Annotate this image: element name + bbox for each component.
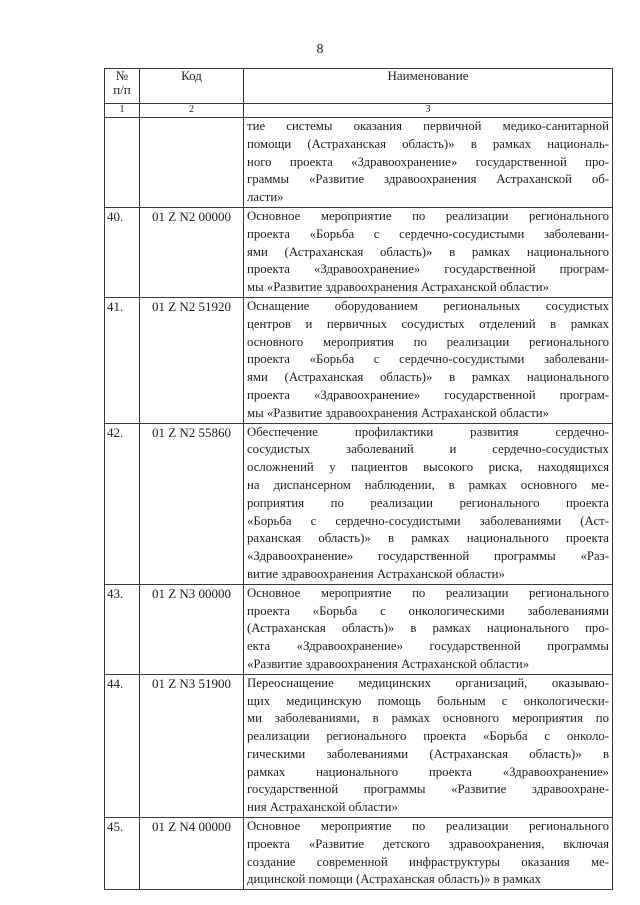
row-name-line: на диспансерном наблюдении, в рамках основного ме- [247,477,609,492]
row-name-line: екта «Здравоохранение» государственной программы [247,639,609,654]
row-name-line: граммы «Развитие здравоохранения Астраханской об- [247,172,609,187]
row-name-line: Переоснащение медицинских организаций, оказываю- [247,675,609,690]
row-name-line: проекта «Развитие детского здравоохранения, включая [247,836,609,851]
row-name-line: проекта «Здравоохранение» государственной програм- [247,387,609,402]
row-number: 41. [105,297,140,423]
row-code: 01 Z N4 00000 [140,818,244,890]
page-number: 8 [316,42,324,57]
row-name-line: раханская область)» в рамках национального проекта [247,531,609,546]
row-code: 01 Z N3 51900 [140,674,244,817]
row-name-line: Обеспечение профилактики развития сердечно- [247,424,609,439]
table-body [105,118,613,890]
row-name-line: проекта «Борьба с онкологическими заболеваниями [247,603,609,618]
row-number: 43. [105,584,140,674]
row-name-line: тие системы оказания первичной медико-санитарной [247,119,609,133]
row-name [244,818,613,890]
row-number: 45. [105,818,140,890]
column-index-2: 2 [140,104,244,118]
row-code: 01 Z N2 00000 [140,207,244,297]
row-name-line: ласти» [247,190,284,205]
row-name-line: мы «Развитие здравоохранения Астраханской области» [247,405,550,420]
row-name-line: ми заболеваниями, в рамках основного мероприятия по [247,711,609,726]
table-row [105,818,613,890]
row-name-line: витие здравоохранения Астраханской области» [247,566,505,581]
row-name-line: «Борьба с сердечно-сосудистыми заболеваниями (Аст- [247,513,609,528]
row-name-line: центров и первичных сосудистых отделений в рамках [247,316,609,331]
row-name [244,297,613,423]
row-name-line: щих медицинскую помощь больным с онкологически- [247,693,609,708]
row-name [244,584,613,674]
classification-table [104,68,613,890]
row-name-line: проекта «Борьба с сердечно-сосудистыми заболевани- [247,226,609,241]
row-name-line: создание современной инфраструктуры оказания ме- [247,854,609,869]
column-index-1: 1 [105,104,140,118]
row-name [244,423,613,584]
row-name-line: «Здравоохранение» государственной программы «Раз- [247,549,609,564]
row-name-line: Основное мероприятие по реализации регионального [247,208,609,223]
table-row [105,674,613,817]
table-row [105,297,613,423]
header-num [105,69,140,104]
row-name-line: Основное мероприятие по реализации регионального [247,585,609,600]
row-name-line: ями (Астраханская область)» в рамках национального [247,244,609,259]
row-name-line: рамках национального проекта «Здравоохранение» [247,764,609,779]
column-index-row [105,104,613,118]
row-name [244,118,613,208]
row-name-line: гическими заболеваниями (Астраханская область)» в [247,746,609,761]
table-header-row [105,69,613,104]
header-code: Код [140,69,244,104]
row-name-line: сосудистых заболеваний и сердечно-сосудистых [247,442,609,457]
row-name-line: (Астраханская область)» в рамках национального про- [247,621,609,636]
row-name-line: проекта «Борьба с сердечно-сосудистыми заболевани- [247,352,609,367]
row-name-line: дицинской помощи (Астраханская область)» в рамках [247,872,542,887]
row-name-line: основного мероприятия по реализации регионального [247,334,609,349]
row-name-line: ями (Астраханская область)» в рамках национального [247,370,609,385]
row-code: 01 Z N2 51920 [140,297,244,423]
row-code [140,118,244,208]
column-index-3: 3 [244,104,613,118]
row-name-line: ного проекта «Здравоохранение» государственной про- [247,154,609,169]
row-name [244,674,613,817]
row-name-line: мы «Развитие здравоохранения Астраханской области» [247,280,550,295]
row-name-line: «Развитие здравоохранения Астраханской области» [247,656,530,671]
row-number [105,118,140,208]
row-name-line: помощи (Астраханская область)» в рамках националь- [247,136,609,151]
row-code: 01 Z N3 00000 [140,584,244,674]
table-row [105,207,613,297]
row-code: 01 Z N2 55860 [140,423,244,584]
table-row [105,423,613,584]
row-number: 42. [105,423,140,584]
row-name-line: ния Астраханской области» [247,800,398,815]
table-row [105,584,613,674]
row-name-line: проекта «Здравоохранение» государственной програм- [247,262,609,277]
row-name-line: осложнений у пациентов высокого риска, находящихся [247,460,609,475]
row-name-line: роприятия по реализации регионального проекта [247,495,609,510]
header-num-label: № п/п [113,68,131,97]
row-name-line: Основное мероприятие по реализации регионального [247,819,609,834]
row-name-line: реализации регионального проекта «Борьба с онколо- [247,729,609,744]
row-name-line: Оснащение оборудованием региональных сосудистых [247,298,609,313]
row-name-line: государственной программы «Развитие здравоохране- [247,782,609,797]
row-name [244,207,613,297]
row-number: 40. [105,207,140,297]
table-row [105,118,613,208]
row-number: 44. [105,674,140,817]
header-name: Наименование [244,69,613,104]
